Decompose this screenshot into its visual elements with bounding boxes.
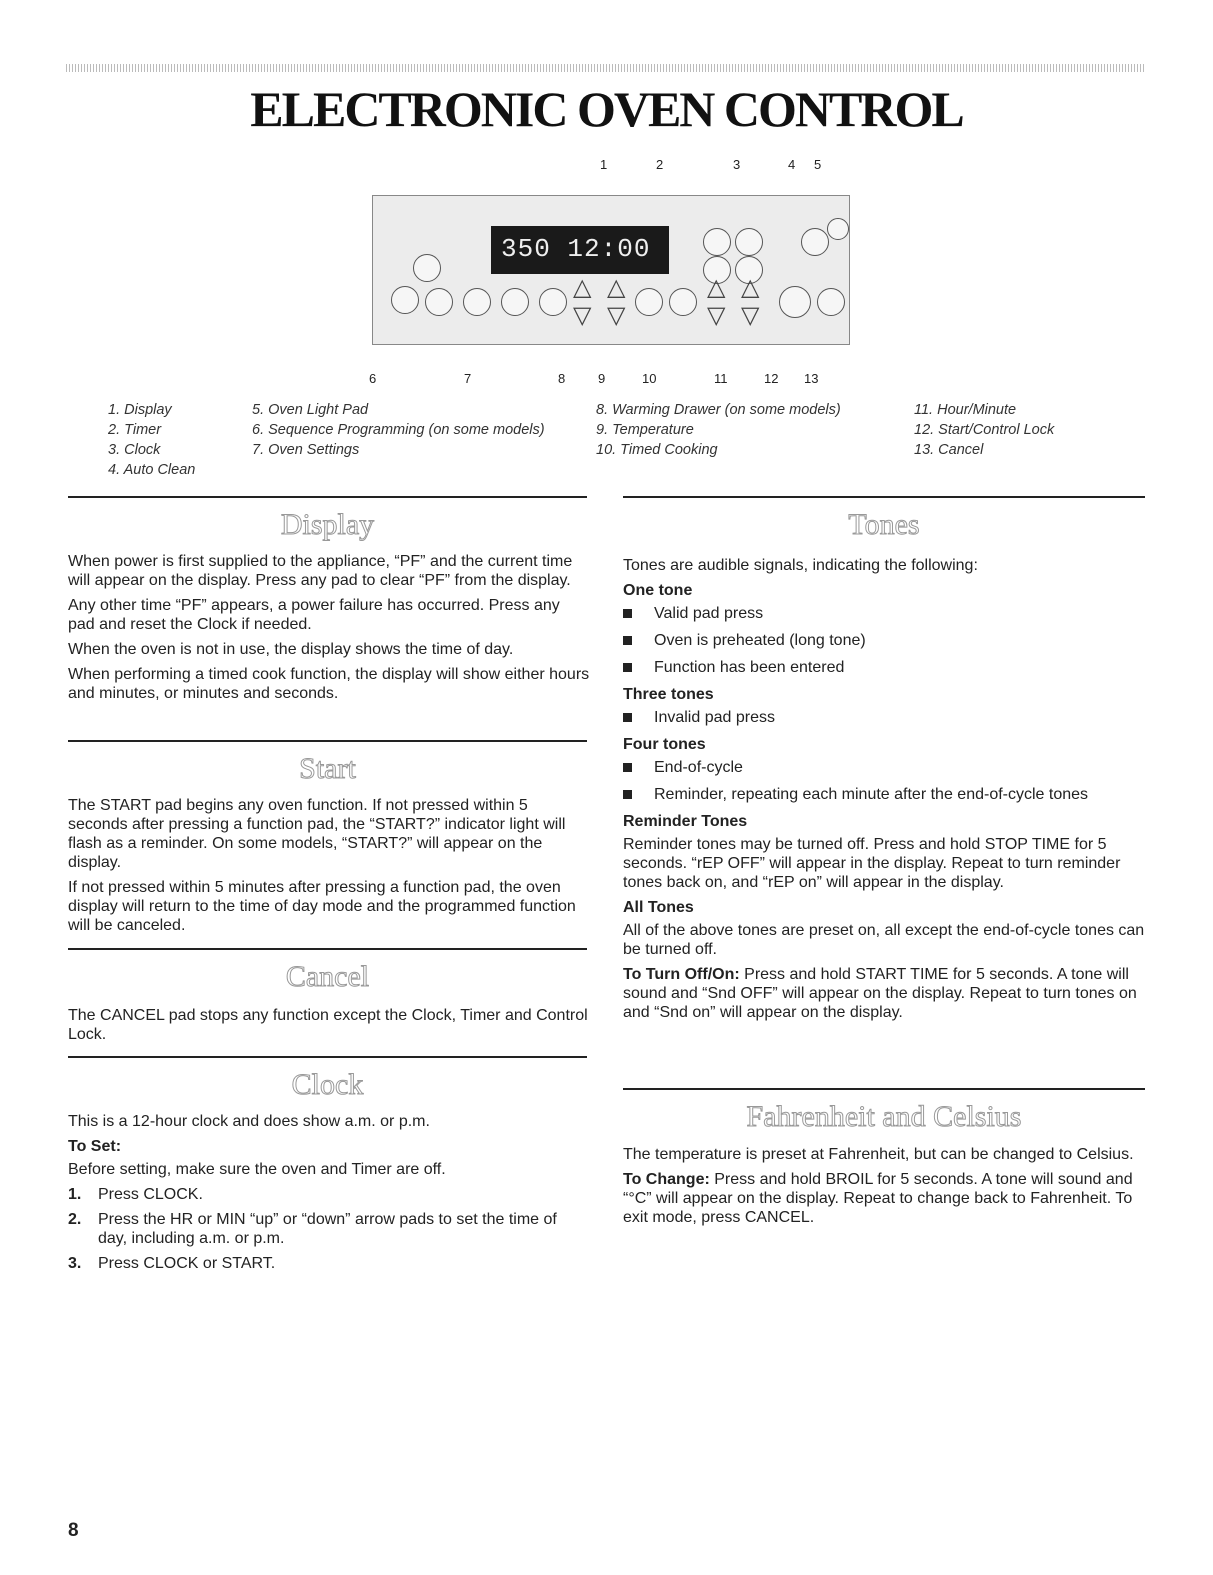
min-down-icon: ▽ <box>741 302 760 329</box>
stop-time-pad <box>669 288 697 316</box>
custom-broil-pad <box>463 288 491 316</box>
hr-up-icon: △ <box>707 274 726 301</box>
warm-pad <box>501 288 529 316</box>
clock-heading: Clock <box>291 1068 364 1101</box>
bullet-icon <box>623 663 632 672</box>
paragraph <box>623 1170 1148 1227</box>
paragraph: This is a 12-hour clock and does show a.m. or p.m. <box>68 1113 430 1130</box>
control-panel-diagram <box>360 155 850 390</box>
bullet-text: Invalid pad press <box>654 709 775 726</box>
page-number: 8 <box>68 1520 79 1541</box>
cancel-heading: Cancel <box>285 960 370 993</box>
oven-light-pad <box>827 218 849 240</box>
one-tone-label: One tone <box>623 582 693 599</box>
paragraph: If not pressed within 5 minutes after pressing a function pad, the oven display will return to the time of day mode and the programmed function will be canceled. <box>68 879 576 934</box>
legend-item: 7. Oven Settings <box>252 442 360 458</box>
legend-item: 1. Display <box>108 402 172 418</box>
warming-drawer-up-icon: △ <box>573 274 592 301</box>
paragraph: The temperature is preset at Fahrenheit, but can be changed to Celsius. <box>623 1146 1134 1163</box>
display-digits: 350 12:00 <box>501 234 651 264</box>
clock-pad <box>735 228 763 256</box>
display-section <box>68 552 590 709</box>
legend-item: 5. Oven Light Pad <box>252 402 369 418</box>
legend-item: 11. Hour/Minute <box>914 402 1017 418</box>
choice-bake-pad <box>539 288 567 316</box>
bullet-icon <box>623 609 632 618</box>
list-item <box>623 708 1148 727</box>
callout-number: 13 <box>804 371 819 386</box>
bullet-text: End-of-cycle <box>654 759 743 776</box>
callout-number: 4 <box>788 157 796 172</box>
section-divider <box>68 740 587 742</box>
bullet-text: Oven is preheated (long tone) <box>654 632 866 649</box>
paragraph: All of the above tones are preset on, all except the end-of-cycle tones can be turned off. <box>623 922 1145 958</box>
bullet-text: Valid pad press <box>654 605 764 622</box>
fahrenheit-heading: Fahrenheit and Celsius <box>746 1100 1022 1133</box>
min-up-icon: △ <box>741 274 760 301</box>
start-pad <box>779 286 811 318</box>
legend-column-3 <box>596 400 841 460</box>
paragraph: When performing a timed cook function, the display will show either hours and minutes, or minutes and seconds. <box>68 666 590 702</box>
bullet-text: Function has been entered <box>654 659 845 676</box>
step-text: Press the HR or MIN “up” or “down” arrow pads to set the time of day, including a.m. or p.m. <box>98 1211 557 1247</box>
temp-down-icon: ▽ <box>607 302 626 329</box>
cancel-pad <box>817 288 845 316</box>
step-number: 3. <box>68 1255 82 1272</box>
legend-item: 6. Sequence Programming (on some models) <box>252 422 545 438</box>
step-text: Press CLOCK or START. <box>98 1255 276 1272</box>
callout-number: 6 <box>369 371 377 386</box>
list-item <box>68 1185 590 1204</box>
broil-pad <box>391 286 419 314</box>
paragraph: When the oven is not in use, the display shows the time of day. <box>68 641 514 658</box>
display-heading: Display <box>280 508 375 541</box>
legend-column-4 <box>914 400 1054 460</box>
reminder-tones-label: Reminder Tones <box>623 813 748 830</box>
bullet-icon <box>623 713 632 722</box>
bullet-text: Reminder, repeating each minute after the end-of-cycle tones <box>654 786 1089 803</box>
callout-number: 2 <box>656 157 664 172</box>
section-divider <box>68 1056 587 1058</box>
paragraph: When power is first supplied to the appliance, “PF” and the current time will appear on the display. Press any pad to clear “PF” from the display. <box>68 553 573 589</box>
step-text: Press CLOCK. <box>98 1186 203 1203</box>
auto-clean-pad <box>801 228 829 256</box>
callout-number: 7 <box>464 371 472 386</box>
page-title: ELECTRONIC OVEN CONTROL <box>250 81 963 137</box>
section-divider <box>623 496 1145 498</box>
list-item <box>623 631 1148 650</box>
callout-number: 5 <box>814 157 822 172</box>
section-divider <box>68 496 587 498</box>
callout-number: 3 <box>733 157 741 172</box>
tones-heading: Tones <box>848 508 920 541</box>
legend-item: 9. Temperature <box>596 422 694 438</box>
paragraph: The START pad begins any oven function. If not pressed within 5 seconds after pressing a function pad, the “START?” indicator light will flash as a reminder. On some models, “START?” will appear on the display. <box>68 797 566 871</box>
bullet-icon <box>623 790 632 799</box>
callout-number: 8 <box>558 371 566 386</box>
callout-number: 1 <box>600 157 608 172</box>
paragraph: Before setting, make sure the oven and Timer are off. <box>68 1161 446 1178</box>
list-item <box>623 785 1148 804</box>
bullet-icon <box>623 763 632 772</box>
temp-up-icon: △ <box>607 274 626 301</box>
legend-item: 13. Cancel <box>914 442 984 458</box>
sequence-pad <box>413 254 441 282</box>
turn-off-on-label: To Turn Off/On: <box>623 966 740 983</box>
start-section <box>68 796 590 941</box>
legend-column-1 <box>108 400 195 480</box>
to-set-label: To Set: <box>68 1138 122 1155</box>
start-heading: Start <box>299 752 356 785</box>
timer-pad <box>703 228 731 256</box>
list-item <box>623 604 1148 623</box>
callout-number: 12 <box>764 371 779 386</box>
list-item <box>68 1210 590 1248</box>
legend-item: 2. Timer <box>108 422 162 438</box>
callout-number: 11 <box>714 371 728 386</box>
hr-down-icon: ▽ <box>707 302 726 329</box>
section-divider <box>623 1088 1145 1090</box>
cancel-section <box>68 1006 590 1050</box>
legend-item: 10. Timed Cooking <box>596 442 718 458</box>
paragraph: Reminder tones may be turned off. Press and hold STOP TIME for 5 seconds. “rEP OFF” will appear in the display. Repeat to turn reminder tones back on, and “rEP on” will appear in the display. <box>623 836 1121 891</box>
step-number: 2. <box>68 1211 82 1228</box>
all-tones-label: All Tones <box>623 899 694 916</box>
callout-number: 9 <box>598 371 606 386</box>
bullet-icon <box>623 636 632 645</box>
four-tones-label: Four tones <box>623 736 706 753</box>
to-change-text: Press and hold BROIL for 5 seconds. A tone will sound and “°C” will appear on the display. Repeat to change back to Fahrenheit. To exit mode, press CANCEL. <box>623 1171 1133 1226</box>
top-pattern-band <box>66 64 1146 72</box>
legend-item: 8. Warming Drawer (on some models) <box>596 402 841 418</box>
legend-item: 3. Clock <box>108 442 161 458</box>
step-number: 1. <box>68 1186 82 1203</box>
paragraph: Tones are audible signals, indicating the following: <box>623 557 978 574</box>
legend-item: 4. Auto Clean <box>108 462 196 478</box>
fahrenheit-section <box>623 1145 1148 1233</box>
paragraph: Any other time “PF” appears, a power failure has occurred. Press any pad and reset the Clock if needed. <box>68 597 560 633</box>
callout-number: 10 <box>642 371 657 386</box>
turn-off-on-text: Press and hold START TIME for 5 seconds. A tone will sound and “Snd OFF” will appear on the display. Repeat to turn tones on and “Snd on” will appear on the display. <box>623 966 1137 1021</box>
bake-pad <box>425 288 453 316</box>
section-divider <box>68 948 587 950</box>
oven-control-panel <box>372 195 850 345</box>
to-change-label: To Change: <box>623 1171 710 1188</box>
three-tones-label: Three tones <box>623 686 714 703</box>
list-item <box>623 658 1148 677</box>
clock-section <box>68 1112 590 1279</box>
start-time-pad <box>635 288 663 316</box>
warming-drawer-down-icon: ▽ <box>573 302 592 329</box>
tones-section <box>623 556 1148 1028</box>
legend-column-2 <box>252 400 545 460</box>
paragraph <box>623 965 1148 1022</box>
list-item <box>68 1254 590 1273</box>
paragraph: The CANCEL pad stops any function except the Clock, Timer and Control Lock. <box>68 1007 588 1043</box>
list-item <box>623 758 1148 777</box>
legend-item: 12. Start/Control Lock <box>914 422 1055 438</box>
